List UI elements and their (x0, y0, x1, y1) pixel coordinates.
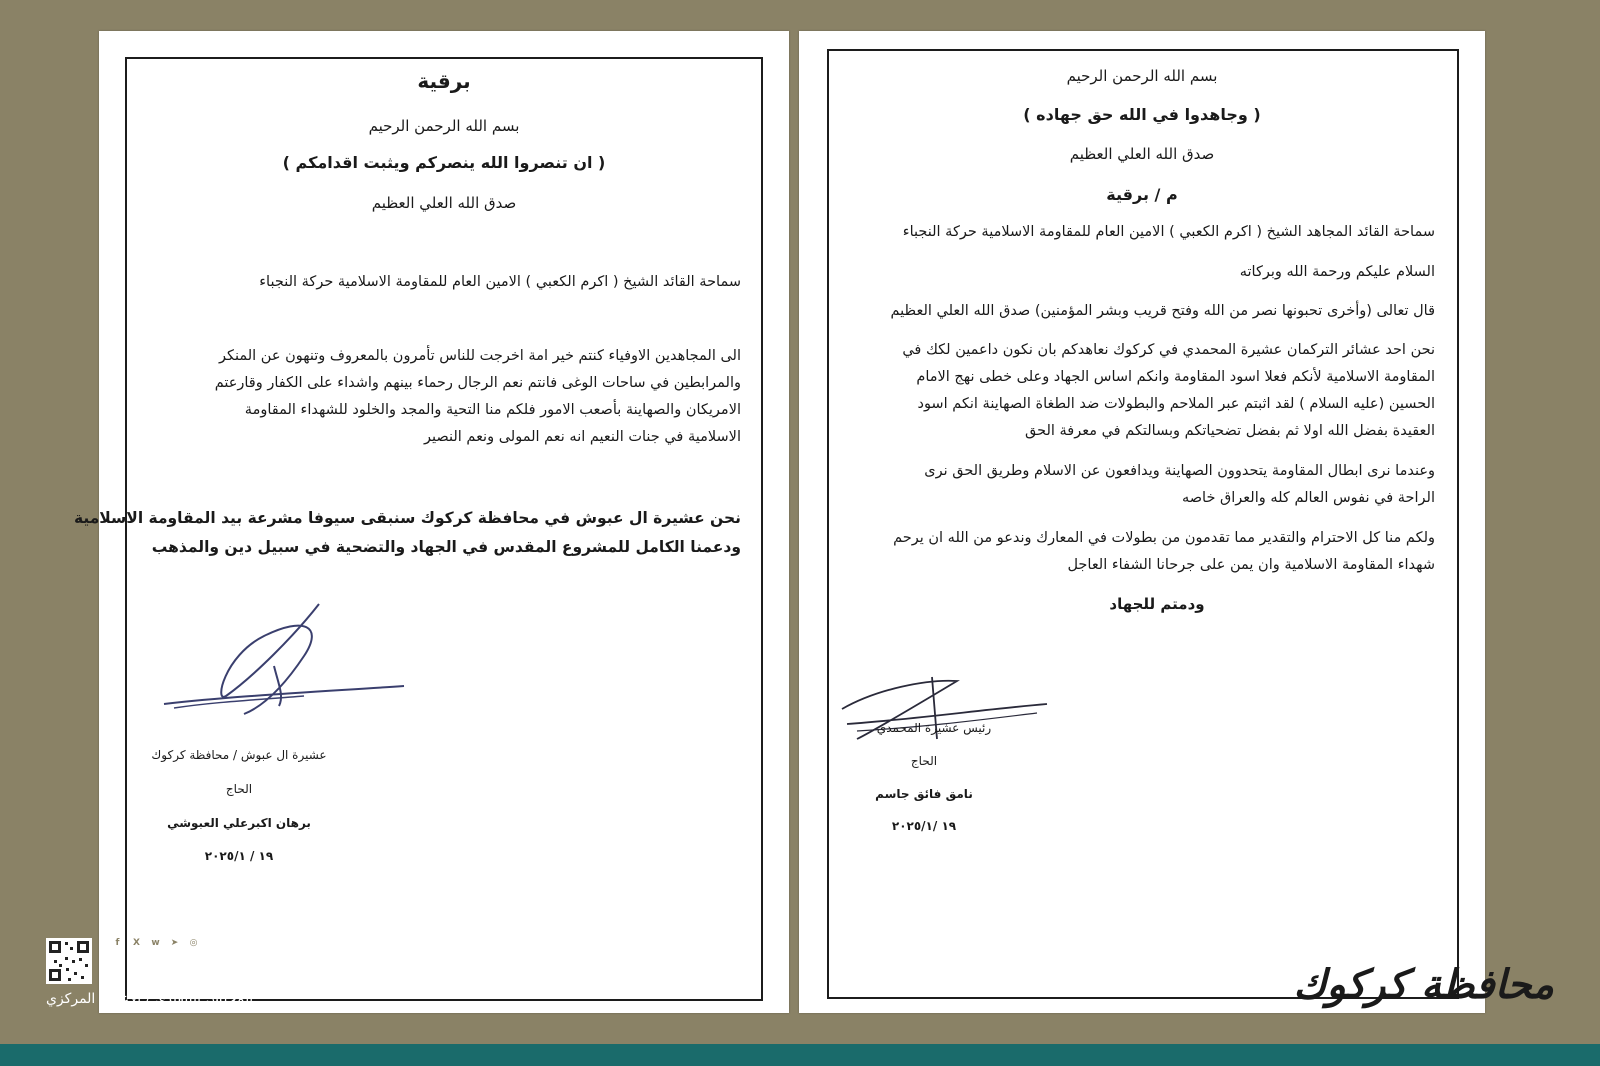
right-basmala: بسم الله الرحمن الرحيم (1066, 67, 1218, 85)
left-body-line-2: والمرابطين في ساحات الوغى فانتم نعم الرجال رحماء بينهم واشداء على الكفار وقارعتم (214, 375, 741, 391)
right-para2-line-1: وعندما نرى ابطال المقاومة يتحدوون الصهاينة ويدافعون عن الاسلام وطريق الحق نرى (924, 463, 1435, 479)
left-signature (154, 596, 414, 726)
right-sadaqa: صدق الله العلي العظيم (1069, 145, 1215, 163)
right-date: ١٩ /٢٠٢٥/١ (891, 819, 957, 833)
social-icons (110, 936, 201, 951)
right-signer-name: نامق فائق جاسم (875, 787, 973, 801)
left-pledge-line-2: ودعمنا الكامل للمشروع المقدس في الجهاد والتضحية في سبيل دين والمذهب (151, 538, 741, 556)
left-sadaqa: صدق الله العلي العظيم (371, 194, 517, 212)
right-signer-title: الحاج (910, 754, 938, 768)
left-pledge-line-1: نحن عشيرة ال عبوش في محافظة كركوك سنبقى سيوفا مشرعة بيد المقاومة الاسلامية (73, 509, 741, 527)
right-para1-line-4: العقيدة بفضل الله اولا ثم بفضل تضحياتكم وبسالتكم في معرفة الحق (1025, 423, 1435, 439)
qr-code-icon (46, 938, 92, 984)
right-para1-line-2: المقاومة الاسلامية لأنكم فعلا اسود المقاومة وانكم اساس الجهاد وعلى خطى نهج الامام (916, 369, 1435, 385)
left-basmala: بسم الله الرحمن الرحيم (368, 117, 520, 135)
right-para3-line-1: ولكم منا كل الاحترام والتقدير مما تقدمون من بطولات في المعارك وندعو من الله ان يرحم (893, 530, 1435, 546)
website-link[interactable] (110, 961, 277, 976)
left-body-line-3: الامريكان والصهاينة بأصعب الامور فلكم منا التحية والمجد والخلود للشهداء المقاومة (244, 402, 741, 418)
bottom-accent-band (0, 1044, 1600, 1066)
globe-icon (110, 962, 124, 976)
left-date: ١٩ / ٢٠٢٥/١ (204, 849, 274, 863)
instagram-icon[interactable]: ◎ (186, 936, 201, 951)
right-para2-line-2: الراحة في نفوس العالم كله والعراق خاصه (1181, 490, 1435, 506)
right-quote: قال تعالى (وأخرى تحبونها نصر من الله وفتح قريب وبشر المؤمنين) صدق الله العلي العظيم (890, 303, 1435, 319)
right-heading: م / برقية (1106, 185, 1178, 204)
kirkuk-logo-text: محافظة كركوك (1293, 962, 1554, 1008)
left-signer-org: عشيرة ال عبوش / محافظة كركوك (151, 748, 327, 762)
left-verse: ( ان تنصروا الله ينصركم ويثبت اقدامكم ) (282, 153, 606, 172)
right-signer-title-line: رئيس عشيرة المحمدي (876, 721, 992, 735)
left-signer-name: برهان اكبرعلي العبوشي (167, 816, 311, 830)
social-handle[interactable]: @TANFITHY (220, 938, 295, 952)
right-signature (837, 669, 1057, 759)
right-para1-line-1: نحن احد عشائر التركمان عشيرة المحمدي في كركوك نعاهدكم بان نكون داعمين لكك في (902, 342, 1435, 358)
telegram-icon[interactable]: ➤ (167, 936, 182, 951)
x-icon[interactable]: X (129, 936, 144, 951)
right-closing: ودمتم للجهاد (1109, 595, 1205, 613)
right-verse: ( وجاهدوا في الله حق جهاده ) (1023, 105, 1261, 124)
right-letter-page (799, 31, 1485, 1013)
left-body-line-4: الاسلامية في جنات النعيم انه نعم المولى ونعم النصير (424, 429, 741, 445)
left-letter-page (73, 31, 789, 1013)
right-para3-line-2: شهداء المقاومة الاسلامية وان يمن على جرحانا الشفاء العاجل (1067, 557, 1435, 573)
left-addressee: سماحة القائد الشيخ ( اكرم الكعبي ) الامين العام للمقاومة الاسلامية حركة النجباء (259, 274, 741, 290)
whatsapp-icon[interactable]: w (148, 936, 163, 951)
right-para1-line-3: الحسين (عليه السلام ) لقد اثبتم عبر الملاحم والبطولات ضد الطغاة الصهاينة انكم اسود (917, 396, 1435, 412)
facebook-icon[interactable]: f (110, 936, 125, 951)
left-body-line-1: الى المجاهدين الاوفياء كنتم خير امة اخرجت للناس تأمرون بالمعروف وتنهون عن المنكر (218, 348, 741, 364)
left-signer-title: الحاج (225, 782, 253, 796)
right-greeting: السلام عليكم ورحمة الله وبركاته (1239, 264, 1435, 280)
council-label: المجلس التنفيذي / الاعـلام المركزي (46, 991, 254, 1007)
left-heading: برقية (417, 69, 471, 93)
website-text: www.tanfithy.com (130, 961, 278, 976)
right-addressee: سماحة القائد المجاهد الشيخ ( اكرم الكعبي ) الامين العام للمقاومة الاسلامية حركة النجباء (902, 224, 1435, 240)
